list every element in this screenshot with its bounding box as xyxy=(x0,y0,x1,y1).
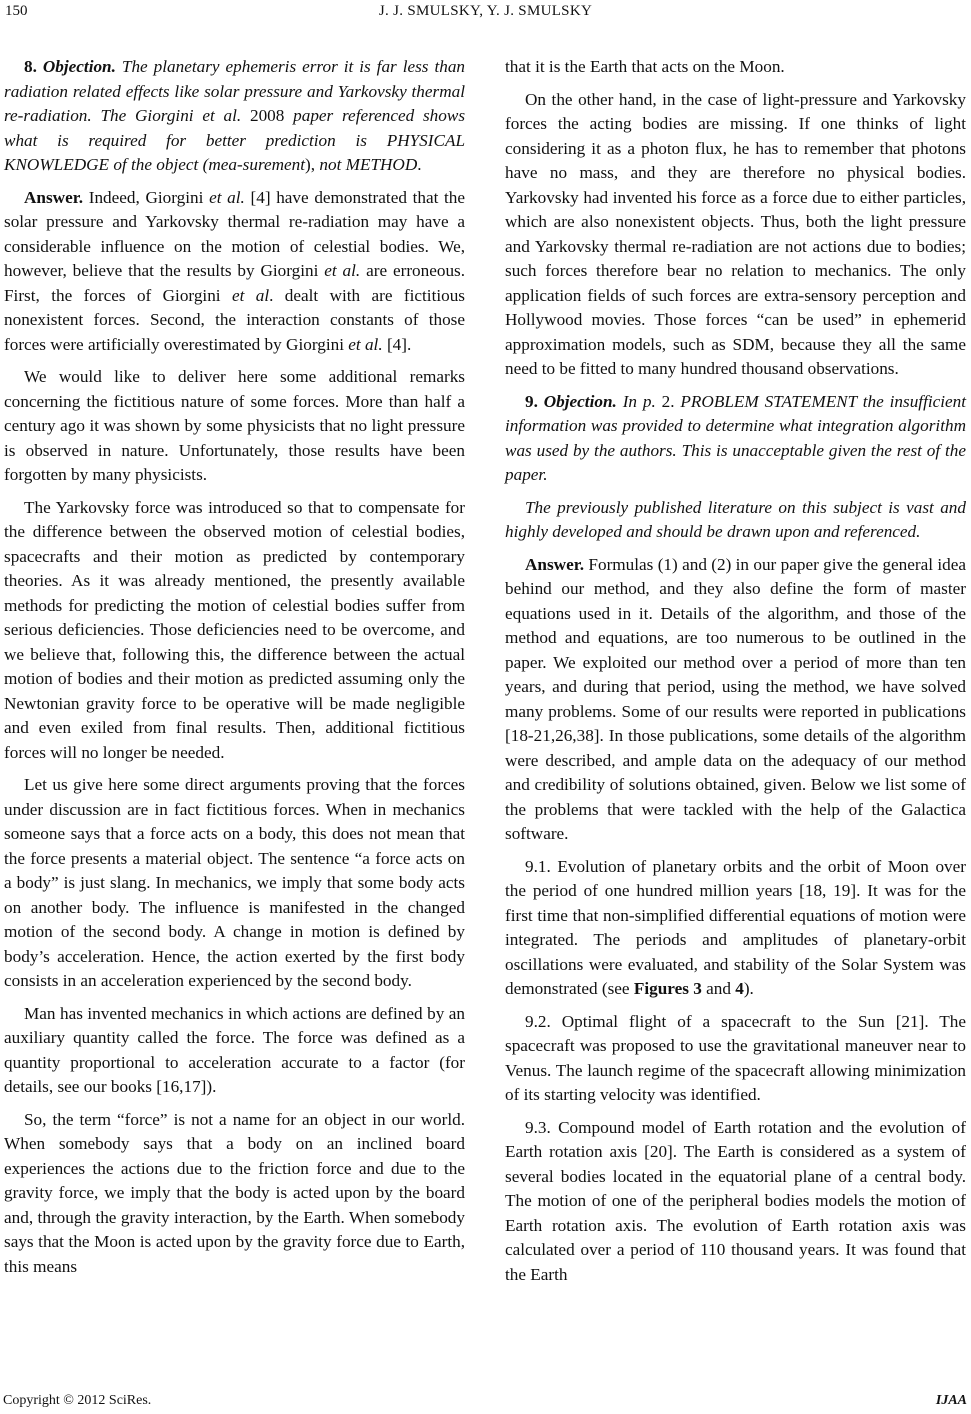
paragraph-continued: that it is the Earth that acts on the Moon. xyxy=(505,57,785,76)
figure-reference: 4 xyxy=(735,979,744,998)
objection-label: Objection. xyxy=(543,391,617,411)
running-head: J. J. SMULSKY, Y. J. SMULSKY xyxy=(378,3,593,19)
paragraph: Let us give here some direct arguments proving that the forces under discussion are in fact fictitious forces. When in mechanics someone says that a force acts on a body, this does not mean that the force presents a material object. The sentence “a force acts on a body” is just slang. In mechanics, we imply that some body acts on another body. The influence is manifested in the changed motion of the second body. A change in motion is defined by body’s acceleration. Hence, the action exerted by the first body consists in an acceleration experienced by the second body. xyxy=(4,775,465,990)
paragraph-item-9-2: 9.2. Optimal flight of a spacecraft to the Sun [21]. The spacecraft was proposed to use the gravitational maneuver near to Venus. The launch regime of the spacecraft allowing minimization of its starting velocity was identified. xyxy=(505,1011,966,1104)
figure-reference: Figures 3 xyxy=(633,979,702,998)
left-column xyxy=(4,55,465,1287)
paragraph-objection-9-cont: The previously published literature on this subject is vast and highly developed and should be drawn upon and referenced. xyxy=(505,497,966,541)
paragraph: We would like to deliver here some additional remarks concerning the fictitious nature of some forces. More than half a century ago it was shown by some physicists that no light pressure is observed in nature. Unfortunately, those results have been forgotten by many physicists. xyxy=(4,367,465,484)
answer-label: Answer. xyxy=(24,187,84,207)
journal-abbreviation: IJAA xyxy=(935,1393,967,1408)
objection-number: 8. xyxy=(24,57,37,76)
page-number: 150 xyxy=(5,3,28,19)
paragraph-objection-9: 9. Objection. In p. 2. PROBLEM STATEMENT the insufficient information was provided to determine what integration algorithm was used by the authors. This is unacceptable given the rest of the paper. xyxy=(505,391,967,484)
paragraph: Man has invented mechanics in which actions are defined by an auxiliary quantity called the force. The force was defined as a quantity proportional to acceleration accurate to a factor (for details, see our books [16,17]). xyxy=(4,1003,465,1096)
right-column xyxy=(505,55,966,1295)
paragraph-answer-9: Answer. Formulas (1) and (2) in our paper give the general idea behind our method, and they also define the form of master equations used in it. Details of the algorithm, and those of the method and equations, are too numerous to be outlined in the paper. We exploited our method over a period of more than ten years, and during that period, using the method, we have solved many problems. Some of our results were reported in publications [18-21,26,38]. In those publications, some details of the algorithm were described, and ample data on the adequacy of our method and credibility of solutions obtained, given. Below we list some of the problems that were tackled with the help of the Galactica software. xyxy=(505,554,966,843)
answer-label: Answer. xyxy=(525,554,585,574)
paragraph-item-9-1: 9.1. Evolution of planetary orbits and the orbit of Moon over the period of one hundred million years [18, 19]. It was for the first time that non-simplified differential equations of motion were integrated. The periods and amplitudes of planetary-orbit oscillations were evaluated, and stability of the Solar System was demonstrated (see Figures 3 and 4). xyxy=(505,856,966,998)
paragraph: So, the term “force” is not a name for an object in our world. When somebody says that a body on an inclined board experiences the actions due to the friction force and due to the gravity force, we imply that the body is acted upon by the board and, through the gravity interaction, by the Earth. When somebody says that the Moon is acted upon by the gravity force due to Earth, this means xyxy=(4,1109,465,1276)
paragraph-objection-8: 8. Objection. The planetary ephemeris error it is far less than radiation related effects like solar pressure and Yarkovsky thermal re-radiation. The Giorgini et al. 2008 paper referenced shows what is required for better prediction is PHYSICAL KNOWLEDGE of the object (mea-surement), not METHOD. xyxy=(4,57,466,174)
copyright-notice: Copyright © 2012 SciRes. xyxy=(3,1393,152,1408)
paragraph: The Yarkovsky force was introduced so that to compensate for the difference between the observed motion of celestial bodies, spacecrafts and their motion as predicted by contemporary theories. As it was already mentioned, the presently available methods for predicting the motion of celestial bodies suffer from serious deficiencies. Those deficiencies need to be overcome, and we believe that, following this, the difference between the actual motion of bodies and their motion as predicted assuming only the Newtonian gravity force to be operative will be made negligible and even exiled from final results. Then, additional fictitious forces will no longer be needed. xyxy=(4,497,465,762)
paragraph: On the other hand, in the case of light-pressure and Yarkovsky forces the acting bodies are missing. If one thinks of light considering it as a photon flux, he has to remember that photons have no mass, and they are therefore no physical bodies. Yarkovsky had invented his force as a force due to either particles, which are also nonexistent objects. Thus, both the light pressure and Yarkovsky thermal re-radiation are not actions due to bodies; such forces therefore bear no relation to mechanics. The only application fields of such forces are extra-sensory perception and Hollywood movies. Those forces “can be used” in ephemerid approximation models, such as SDM, because they all the same need to be fitted to many hundred thousand observations. xyxy=(505,89,966,378)
paragraph-item-9-3: 9.3. Compound model of Earth rotation and the evolution of Earth rotation axis [20]. The Earth is considered as a system of several bodies located in the equatorial plane of a central body. The motion of one of the peripheral bodies models the motion of Earth rotation axis. The evolution of Earth rotation axis was calculated over a period of 110 thousand years. It was found that the Earth xyxy=(505,1117,966,1284)
objection-number: 9. xyxy=(525,391,538,411)
paragraph-answer-8: Answer. Indeed, Giorgini et al. [4] have demonstrated that the solar pressure and Yarkovsky thermal re-radiation may have a considerable influence on the motion of celestial bodies. We, however, believe that the results by Giorgini et al. are erroneous. First, the forces of Giorgini et al. dealt with are fictitious nonexistent forces. Second, the interaction constants of those forces were artificially overestimated by Giorgini et al. [4]. xyxy=(4,187,466,354)
objection-label: Objection. xyxy=(42,57,116,76)
